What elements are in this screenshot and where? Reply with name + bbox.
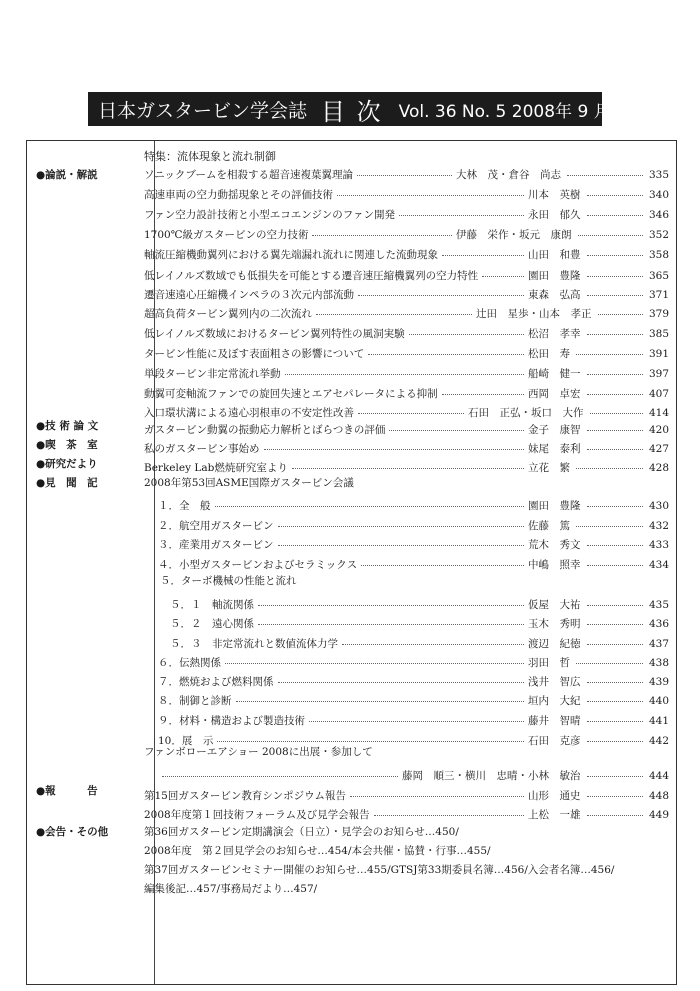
dot-leader [587,701,643,702]
dot-leader [389,430,524,431]
dot-leader [361,565,524,566]
dot-leader [162,776,398,777]
dot-leader [409,334,524,335]
entry-author: 伊藤 栄作・坂元 康朗 [456,229,572,241]
toc-entry [144,537,669,553]
dot-leader [399,215,524,216]
section-kissa: ●喫 茶 室 [36,439,98,451]
entry-title: 10．展 示 [158,735,214,747]
entry-author: 玉木 秀明 [528,618,581,630]
toc-entry [144,557,669,573]
entry-page: 391 [648,348,669,360]
entry-page: 414 [648,407,669,419]
dot-leader [342,644,524,645]
entry-page: 427 [648,443,669,455]
toc-entry [144,366,669,382]
notice-line: 第37回ガスタービンセミナー開催のお知らせ…455/GTSJ第33期委員名簿…456/入会者名簿…456/ [144,864,615,876]
asme-heading: 2008年第53回ASME国際ガスタービン会議 [144,477,354,489]
toc-entry [144,498,669,514]
entry-title: 単段タービン非定常流れ挙動 [144,368,281,380]
dot-leader [309,721,524,722]
entry-author: 船崎 健一 [528,368,581,380]
dot-leader [587,682,643,683]
entry-page: 335 [648,169,669,181]
entry-title: ９．材料・構造および製造技術 [158,715,305,727]
entry-page: 448 [648,790,669,802]
dot-leader [225,663,524,664]
dot-leader [312,235,452,236]
dot-leader [350,796,524,797]
dot-leader [236,701,524,702]
dot-leader [374,815,524,816]
entry-page: 371 [648,289,669,301]
entry-author: 中嶋 照幸 [528,559,581,571]
asme-turbo-heading: ５．ターボ機械の性能と流れ [160,575,297,587]
dot-leader [215,506,524,507]
section-kenbun: ●見 聞 記 [36,477,98,489]
entry-author: 松沼 孝幸 [528,328,581,340]
toc-entry [144,636,669,652]
entry-title: １．全 般 [158,500,211,512]
entry-page: 430 [648,500,669,512]
dot-leader [587,565,643,566]
entry-page: 358 [648,249,669,261]
entry-page: 397 [648,368,669,380]
entry-author: 藤岡 順三・横川 忠晴・小林 敏治 [402,770,581,782]
entry-author: 園田 豊隆 [528,500,581,512]
entry-page: 442 [648,735,669,747]
dot-leader [442,394,524,395]
entry-page: 340 [648,189,669,201]
entry-author: 辻田 星歩・山本 孝正 [476,308,592,320]
toc-entry [144,422,669,438]
notice-line: 第36回ガスタービン定期講演会（日立）・見学会のお知らせ…450/ [144,826,459,838]
entry-page: 379 [648,308,669,320]
dot-leader [587,644,643,645]
dot-leader [578,235,643,236]
dot-leader [442,255,524,256]
dot-leader [587,624,643,625]
dot-leader [587,741,643,742]
special-feature-title: 特集：流体現象と流れ制御 [144,150,276,163]
dot-leader [278,526,524,527]
farnborough-heading: ファンボローエアショー 2008に出展・参加して [144,746,373,758]
entry-author: 立花 繁 [528,462,570,474]
dot-leader [264,449,524,450]
volume-info: Vol. 36 No. 5 2008年 9 月 [398,101,611,122]
entry-title: 高速車両の空力動揺現象とその評価技術 [144,189,333,201]
dot-leader [587,276,643,277]
dot-leader [587,776,643,777]
dot-leader [587,374,643,375]
entry-author: 妹尾 泰利 [528,443,581,455]
entry-page: 440 [648,695,669,707]
entry-title: 第15回ガスタービン教育シンポジウム報告 [144,790,346,802]
entry-author: 佐藤 篤 [528,520,570,532]
toc-entry [144,674,669,690]
notice-line: 2008年度 第２回見学会のお知らせ…454/本会共催・協賛・行事…455/ [144,845,491,857]
dot-leader [587,195,643,196]
toc-entry [144,768,669,784]
entry-title: ５．２ 遠心関係 [170,618,254,630]
toc-entry [144,441,669,457]
toc-entry [144,655,669,671]
entry-page: 407 [648,388,669,400]
toc-entry [144,268,669,284]
entry-title: ファン空力設計技術と小型エコエンジンのファン開発 [144,209,396,221]
entry-title: ２．航空用ガスタービン [158,520,274,532]
entry-page: 439 [648,676,669,688]
dot-leader [587,721,643,722]
section-ronsetsu: ●論説・解説 [36,169,98,181]
dot-leader [587,605,643,606]
entry-title: 低レイノルズ数域におけるタービン翼列特性の風洞実験 [144,328,405,340]
dot-leader [587,796,643,797]
section-sonota: ●会告・その他 [36,826,109,838]
section-gijutsu: ●技 術 論 文 [36,420,99,432]
dot-leader [587,506,643,507]
dot-leader [590,413,643,414]
dot-leader [576,354,643,355]
dot-leader [278,682,524,683]
toc-entry [144,713,669,729]
entry-author: 川本 英樹 [528,189,581,201]
entry-author: 山田 和豊 [528,249,581,261]
entry-author: 藤井 智晴 [528,715,581,727]
entry-title: ソニックブームを相殺する超音速複葉翼理論 [144,169,354,181]
dot-leader [285,374,524,375]
dot-leader [587,430,643,431]
toc-entry [144,247,669,263]
toc-entry [144,227,669,243]
dot-leader [587,255,643,256]
entry-title: 2008年度第１回技術フォーラム及び見学会報告 [144,809,370,821]
entry-page: 432 [648,520,669,532]
entry-title: 超高負荷タービン翼列内の二次流れ [144,308,312,320]
journal-title: 日本ガスタービン学会誌 [98,99,308,122]
dot-leader [482,276,524,277]
entry-author: 西岡 卓宏 [528,388,581,400]
section-hokoku: ●報 告 [36,785,98,797]
entry-title: ６．伝熱関係 [158,657,221,669]
entry-author: 松田 寿 [528,348,570,360]
dot-leader [217,741,524,742]
toc-entry [144,187,669,203]
toc-label: 目 次 [321,97,383,126]
entry-author: 仮屋 大祐 [528,599,581,611]
dot-leader [316,314,472,315]
entry-page: 385 [648,328,669,340]
dot-leader [587,215,643,216]
entry-title: 入口環状溝による遠心羽根車の不安定性改善 [144,407,354,419]
entry-page: 444 [648,770,669,782]
dot-leader [587,449,643,450]
dot-leader [587,295,643,296]
entry-author: 東森 弘高 [528,289,581,301]
entry-title: ８．制御と診断 [158,695,232,707]
entry-page: 352 [648,229,669,241]
toc-entry [144,346,669,362]
toc-entry [144,405,669,421]
entry-author: 上松 一雄 [528,809,581,821]
toc-entry [144,306,669,322]
dot-leader [587,394,643,395]
dot-leader [258,605,524,606]
dot-leader [587,815,643,816]
dot-leader [358,295,524,296]
entry-author: 金子 康智 [528,424,581,436]
entry-author: 石田 克彦 [528,735,581,747]
entry-author: 渡辺 紀徳 [528,638,581,650]
entry-page: 438 [648,657,669,669]
toc-entry [144,518,669,534]
entry-page: 436 [648,618,669,630]
entry-page: 434 [648,559,669,571]
entry-title: タービン性能に及ぼす表面粗さの影響について [144,348,365,360]
entry-author: 羽田 哲 [528,657,570,669]
dot-leader [576,526,643,527]
dot-leader [587,545,643,546]
entry-title: 私のガスタービン事始め [144,443,260,455]
entry-author: 永田 郁久 [528,209,581,221]
entry-title: 遷音速遠心圧縮機インペラの３次元内部流動 [144,289,354,301]
entry-title: 動翼可変軸流ファンでの旋回失速とエアセパレータによる抑制 [144,388,438,400]
entry-page: 365 [648,270,669,282]
entry-author: 浅井 智広 [528,676,581,688]
entry-page: 420 [648,424,669,436]
entry-title: ５．３ 非定常流れと数値流体力学 [170,638,338,650]
toc-entry [144,616,669,632]
entry-author: 石田 正弘・坂口 大作 [468,407,584,419]
entry-author: 園田 豊隆 [528,270,581,282]
entry-title: 1700℃級ガスタービンの空力技術 [144,229,309,241]
toc-entry [144,386,669,402]
notice-line: 編集後記…457/事務局だより…457/ [144,883,318,895]
toc-entry [144,460,669,476]
dot-leader [357,175,452,176]
entry-title: ３．産業用ガスタービン [158,539,274,551]
entry-title: 低レイノルズ数域でも低損失を可能とする遷音速圧縮機翼列の空力特性 [144,270,479,282]
dot-leader [358,413,464,414]
dot-leader [576,468,643,469]
entry-title: ７．燃焼および燃料関係 [158,676,274,688]
entry-author: 荒木 秀文 [528,539,581,551]
toc-entry [144,733,669,749]
journal-header [88,92,611,126]
entry-title: ガスタービン動翼の振動応力解析とばらつきの評価 [144,424,386,436]
dot-leader [337,195,524,196]
dot-leader [576,663,643,664]
dot-leader [567,175,643,176]
dot-leader [368,354,524,355]
entry-page: 346 [648,209,669,221]
entry-author: 大林 茂・倉谷 尚志 [456,169,561,181]
entry-title: 軸流圧縮機動翼列における翼先端漏れ流れに関連した流動現象 [144,249,438,261]
section-kenkyu: ●研究だより [36,458,98,470]
toc-entry [144,287,669,303]
toc-entry [144,693,669,709]
toc-entry [144,788,669,804]
entry-title: Berkeley Lab燃焼研究室より [144,462,288,474]
entry-page: 437 [648,638,669,650]
entry-author: 垣内 大紀 [528,695,581,707]
entry-page: 428 [648,462,669,474]
toc-entry [144,167,669,183]
entry-author: 山形 通史 [528,790,581,802]
dot-leader [587,334,643,335]
toc-entry [144,807,669,823]
dot-leader [258,624,524,625]
entry-title: ４．小型ガスタービンおよびセラミックス [158,559,358,571]
toc-entry [144,597,669,613]
entry-title: ５．１ 軸流関係 [170,599,254,611]
entry-page: 449 [648,809,669,821]
entry-page: 433 [648,539,669,551]
toc-entry [144,207,669,223]
dot-leader [292,468,524,469]
dot-leader [598,314,643,315]
entry-page: 441 [648,715,669,727]
toc-entry [144,326,669,342]
entry-page: 435 [648,599,669,611]
dot-leader [278,545,524,546]
